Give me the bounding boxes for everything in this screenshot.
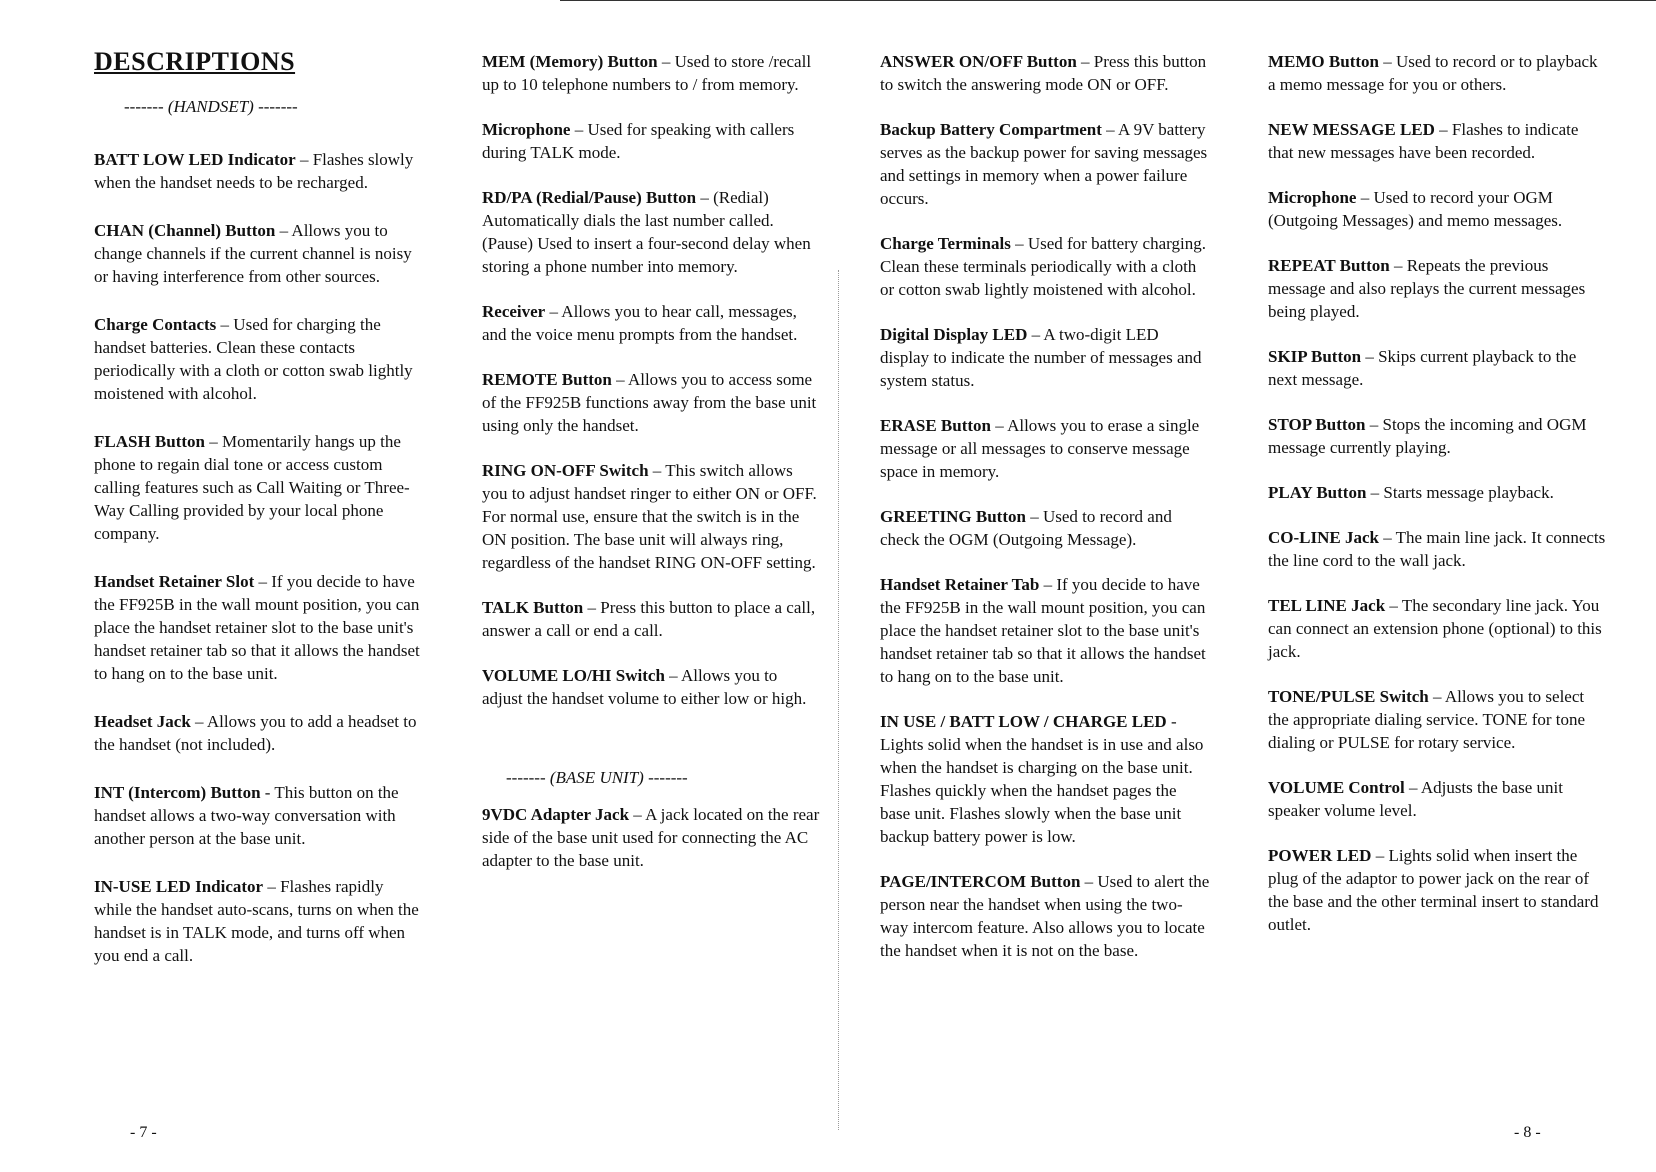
entry-description: – Allows you to adjust the handset volume to either low or high. <box>482 666 807 708</box>
entry-description: – Used to record and check the OGM (Outgoing Message). <box>880 507 1172 549</box>
entry-term: Digital Display LED <box>880 325 1028 344</box>
description-entry <box>1268 776 1608 822</box>
entry-description: – Allows you to select the appropriate dialing service. TONE for tone dialing or PULSE for rotary service. <box>1268 687 1586 752</box>
description-entry <box>482 368 822 437</box>
entry-term: FLASH Button <box>94 432 205 451</box>
description-entry <box>880 870 1210 962</box>
entry-term: Charge Contacts <box>94 315 217 334</box>
col3-entries <box>880 50 1210 962</box>
entry-term: SKIP Button <box>1268 347 1362 366</box>
entry-term: BATT LOW LED Indicator <box>94 150 296 169</box>
column-3 <box>880 50 1210 984</box>
entry-term: MEMO Button <box>1268 52 1379 71</box>
entry-description: – Used for speaking with callers during TALK mode. <box>482 120 795 162</box>
description-entry <box>94 875 424 967</box>
entry-description: – Allows you to erase a single message or all messages to conserve message space in memory. <box>880 416 1200 481</box>
entry-description: – Allows you to add a headset to the handset (not included). <box>94 712 417 754</box>
entry-description: – The main line jack. It connects the line cord to the wall jack. <box>1268 528 1606 570</box>
description-entry <box>94 219 424 288</box>
entry-description: – Used to record your OGM (Outgoing Messages) and memo messages. <box>1268 188 1563 230</box>
entry-term: MEM (Memory) Button <box>482 52 658 71</box>
description-entry <box>880 50 1210 96</box>
entry-term: STOP Button <box>1268 415 1366 434</box>
top-rule <box>560 0 1656 1</box>
entry-description: – Repeats the previous message and also replays the current messages being played. <box>1268 256 1586 321</box>
entry-term: INT (Intercom) Button <box>94 783 261 802</box>
entry-term: TONE/PULSE Switch <box>1268 687 1429 706</box>
description-entry <box>94 313 424 405</box>
description-entry <box>1268 50 1608 96</box>
description-entry <box>880 232 1210 301</box>
description-entry <box>880 118 1210 210</box>
entry-term: REPEAT Button <box>1268 256 1390 275</box>
entry-term: NEW MESSAGE LED <box>1268 120 1435 139</box>
col2-base-entries <box>482 803 822 872</box>
entry-term: TEL LINE Jack <box>1268 596 1386 615</box>
description-entry <box>94 710 424 756</box>
entry-description: – Allows you to change channels if the current channel is noisy or having interference from other sources. <box>94 221 412 286</box>
page-number-right: - 8 - <box>1514 1124 1541 1141</box>
description-entry <box>880 710 1210 848</box>
description-entry <box>94 430 424 545</box>
page-number-left: - 7 - <box>130 1124 157 1141</box>
description-entry <box>482 664 822 710</box>
description-entry <box>482 596 822 642</box>
entry-term: TALK Button <box>482 598 584 617</box>
handset-section-header: ------- (HANDSET) ------- <box>124 97 298 116</box>
entry-term: CHAN (Channel) Button <box>94 221 276 240</box>
entry-description: – Press this button to switch the answering mode ON or OFF. <box>880 52 1207 94</box>
description-entry <box>482 118 822 164</box>
entry-term: ERASE Button <box>880 416 992 435</box>
entry-term: Headset Jack <box>94 712 191 731</box>
base-unit-section-header: ------- (BASE UNIT) ------- <box>506 768 688 787</box>
entry-term: Handset Retainer Slot <box>94 572 255 591</box>
column-1 <box>94 47 424 992</box>
entry-term: PLAY Button <box>1268 483 1367 502</box>
entry-description: – Allows you to access some of the FF925B functions away from the base unit using only the handset. <box>482 370 817 435</box>
entry-term: IN-USE LED Indicator <box>94 877 264 896</box>
entry-description: – Allows you to hear call, messages, and the voice menu prompts from the handset. <box>482 302 798 344</box>
entry-description: – If you decide to have the FF925B in the wall mount position, you can place the handset retainer slot to the base unit's handset retainer tab so that it allows the handset to hang on to the base unit. <box>880 575 1206 686</box>
entry-description: - This button on the handset allows a two-way conversation with another person at the base unit. <box>94 783 399 848</box>
entry-description: – A 9V battery serves as the backup power for saving messages and settings in memory when a power failure occurs. <box>880 120 1208 208</box>
entry-description: – Used to record or to playback a memo message for you or others. <box>1268 52 1598 94</box>
description-entry <box>1268 481 1608 504</box>
entry-term: Microphone <box>482 120 571 139</box>
entry-term: RING ON-OFF Switch <box>482 461 649 480</box>
entry-description: – Flashes slowly when the handset needs to be recharged. <box>94 150 414 192</box>
entry-description: – Press this button to place a call, answer a call or end a call. <box>482 598 816 640</box>
entry-description: – Momentarily hangs up the phone to regain dial tone or access custom calling features such as Call Waiting or Three-Way Calling provided by your local phone company. <box>94 432 410 543</box>
description-entry <box>94 148 424 194</box>
entry-term: PAGE/INTERCOM Button <box>880 872 1081 891</box>
page-title: DESCRIPTIONS <box>94 47 296 76</box>
entry-term: GREETING Button <box>880 507 1026 526</box>
entry-term: Charge Terminals <box>880 234 1011 253</box>
description-entry <box>880 323 1210 392</box>
entry-description: – Flashes to indicate that new messages have been recorded. <box>1268 120 1579 162</box>
entry-term: Receiver <box>482 302 546 321</box>
entry-term: IN USE / BATT LOW / CHARGE LED <box>880 712 1167 731</box>
description-entry <box>1268 186 1608 232</box>
description-entry <box>1268 594 1608 663</box>
entry-description: – Starts message playback. <box>1366 483 1554 502</box>
description-entry <box>482 186 822 278</box>
column-divider <box>838 270 839 1130</box>
description-entry <box>94 781 424 850</box>
entry-term: POWER LED <box>1268 846 1372 865</box>
entry-description: – This switch allows you to adjust handset ringer to either ON or OFF. For normal use, ensure that the switch is in the ON position. The base unit will always ring, regardless of the handset RING ON-OFF setting. <box>482 461 817 572</box>
entry-description: – Skips current playback to the next message. <box>1268 347 1577 389</box>
entry-description: – Used for battery charging. Clean these terminals periodically with a cloth or cotton swab lightly moistened with alcohol. <box>880 234 1206 299</box>
entry-description: - Lights solid when the handset is in use and also when the handset is charging on the base unit. Flashes quickly when the handset pages the base unit. Flashes slowly when the base unit backup battery power is low. <box>880 712 1204 846</box>
entry-term: VOLUME LO/HI Switch <box>482 666 665 685</box>
entry-term: Microphone <box>1268 188 1357 207</box>
entry-term: 9VDC Adapter Jack <box>482 805 630 824</box>
entry-term: Handset Retainer Tab <box>880 575 1040 594</box>
column-4 <box>1268 50 1608 958</box>
description-entry <box>1268 844 1608 936</box>
entry-description: – (Redial) Automatically dials the last number called. (Pause) Used to insert a four-second delay when storing a phone number into memory. <box>482 188 811 276</box>
entry-description: – Adjusts the base unit speaker volume level. <box>1268 778 1563 820</box>
entry-term: RD/PA (Redial/Pause) Button <box>482 188 697 207</box>
entry-term: ANSWER ON/OFF Button <box>880 52 1077 71</box>
entry-description: – Flashes rapidly while the handset auto-scans, turns on when the handset is in TALK mode, and turns off when you end a call. <box>94 877 419 965</box>
entry-description: – If you decide to have the FF925B in the wall mount position, you can place the handset retainer slot to the base unit's handset retainer tab so that it allows the handset to hang on to the base unit. <box>94 572 420 683</box>
description-entry <box>482 803 822 872</box>
description-entry <box>880 505 1210 551</box>
entry-description: – The secondary line jack. You can connect an extension phone (optional) to this jack. <box>1268 596 1602 661</box>
entry-description: – A two-digit LED display to indicate the number of messages and system status. <box>880 325 1202 390</box>
col4-entries <box>1268 50 1608 936</box>
entry-description: – Used to alert the person near the handset when using the two-way intercom feature. Also allows you to locate the handset when it is not on the base. <box>880 872 1210 960</box>
entry-term: REMOTE Button <box>482 370 612 389</box>
column-2 <box>482 50 822 894</box>
description-entry <box>880 573 1210 688</box>
entry-description: – Used for charging the handset batteries. Clean these contacts periodically with a cloth or cotton swab lightly moistened with alcohol. <box>94 315 413 403</box>
description-entry <box>482 300 822 346</box>
description-entry <box>1268 254 1608 323</box>
col2-entries <box>482 50 822 710</box>
description-entry <box>1268 685 1608 754</box>
description-entry <box>880 414 1210 483</box>
description-entry <box>1268 413 1608 459</box>
entry-description: – Stops the incoming and OGM message currently playing. <box>1268 415 1587 457</box>
entry-description: – Lights solid when insert the plug of the adaptor to power jack on the rear of the base and the other terminal insert to standard outlet. <box>1268 846 1599 934</box>
entry-term: CO-LINE Jack <box>1268 528 1379 547</box>
entry-term: VOLUME Control <box>1268 778 1405 797</box>
description-entry <box>94 570 424 685</box>
entry-description: – A jack located on the rear side of the base unit used for connecting the AC adapter to the base unit. <box>482 805 820 870</box>
description-entry <box>1268 118 1608 164</box>
col1-entries <box>94 148 424 967</box>
description-entry <box>1268 345 1608 391</box>
description-entry <box>482 459 822 574</box>
entry-term: Backup Battery Compartment <box>880 120 1102 139</box>
description-entry <box>1268 526 1608 572</box>
entry-description: – Used to store /recall up to 10 telephone numbers to / from memory. <box>482 52 812 94</box>
description-entry <box>482 50 822 96</box>
